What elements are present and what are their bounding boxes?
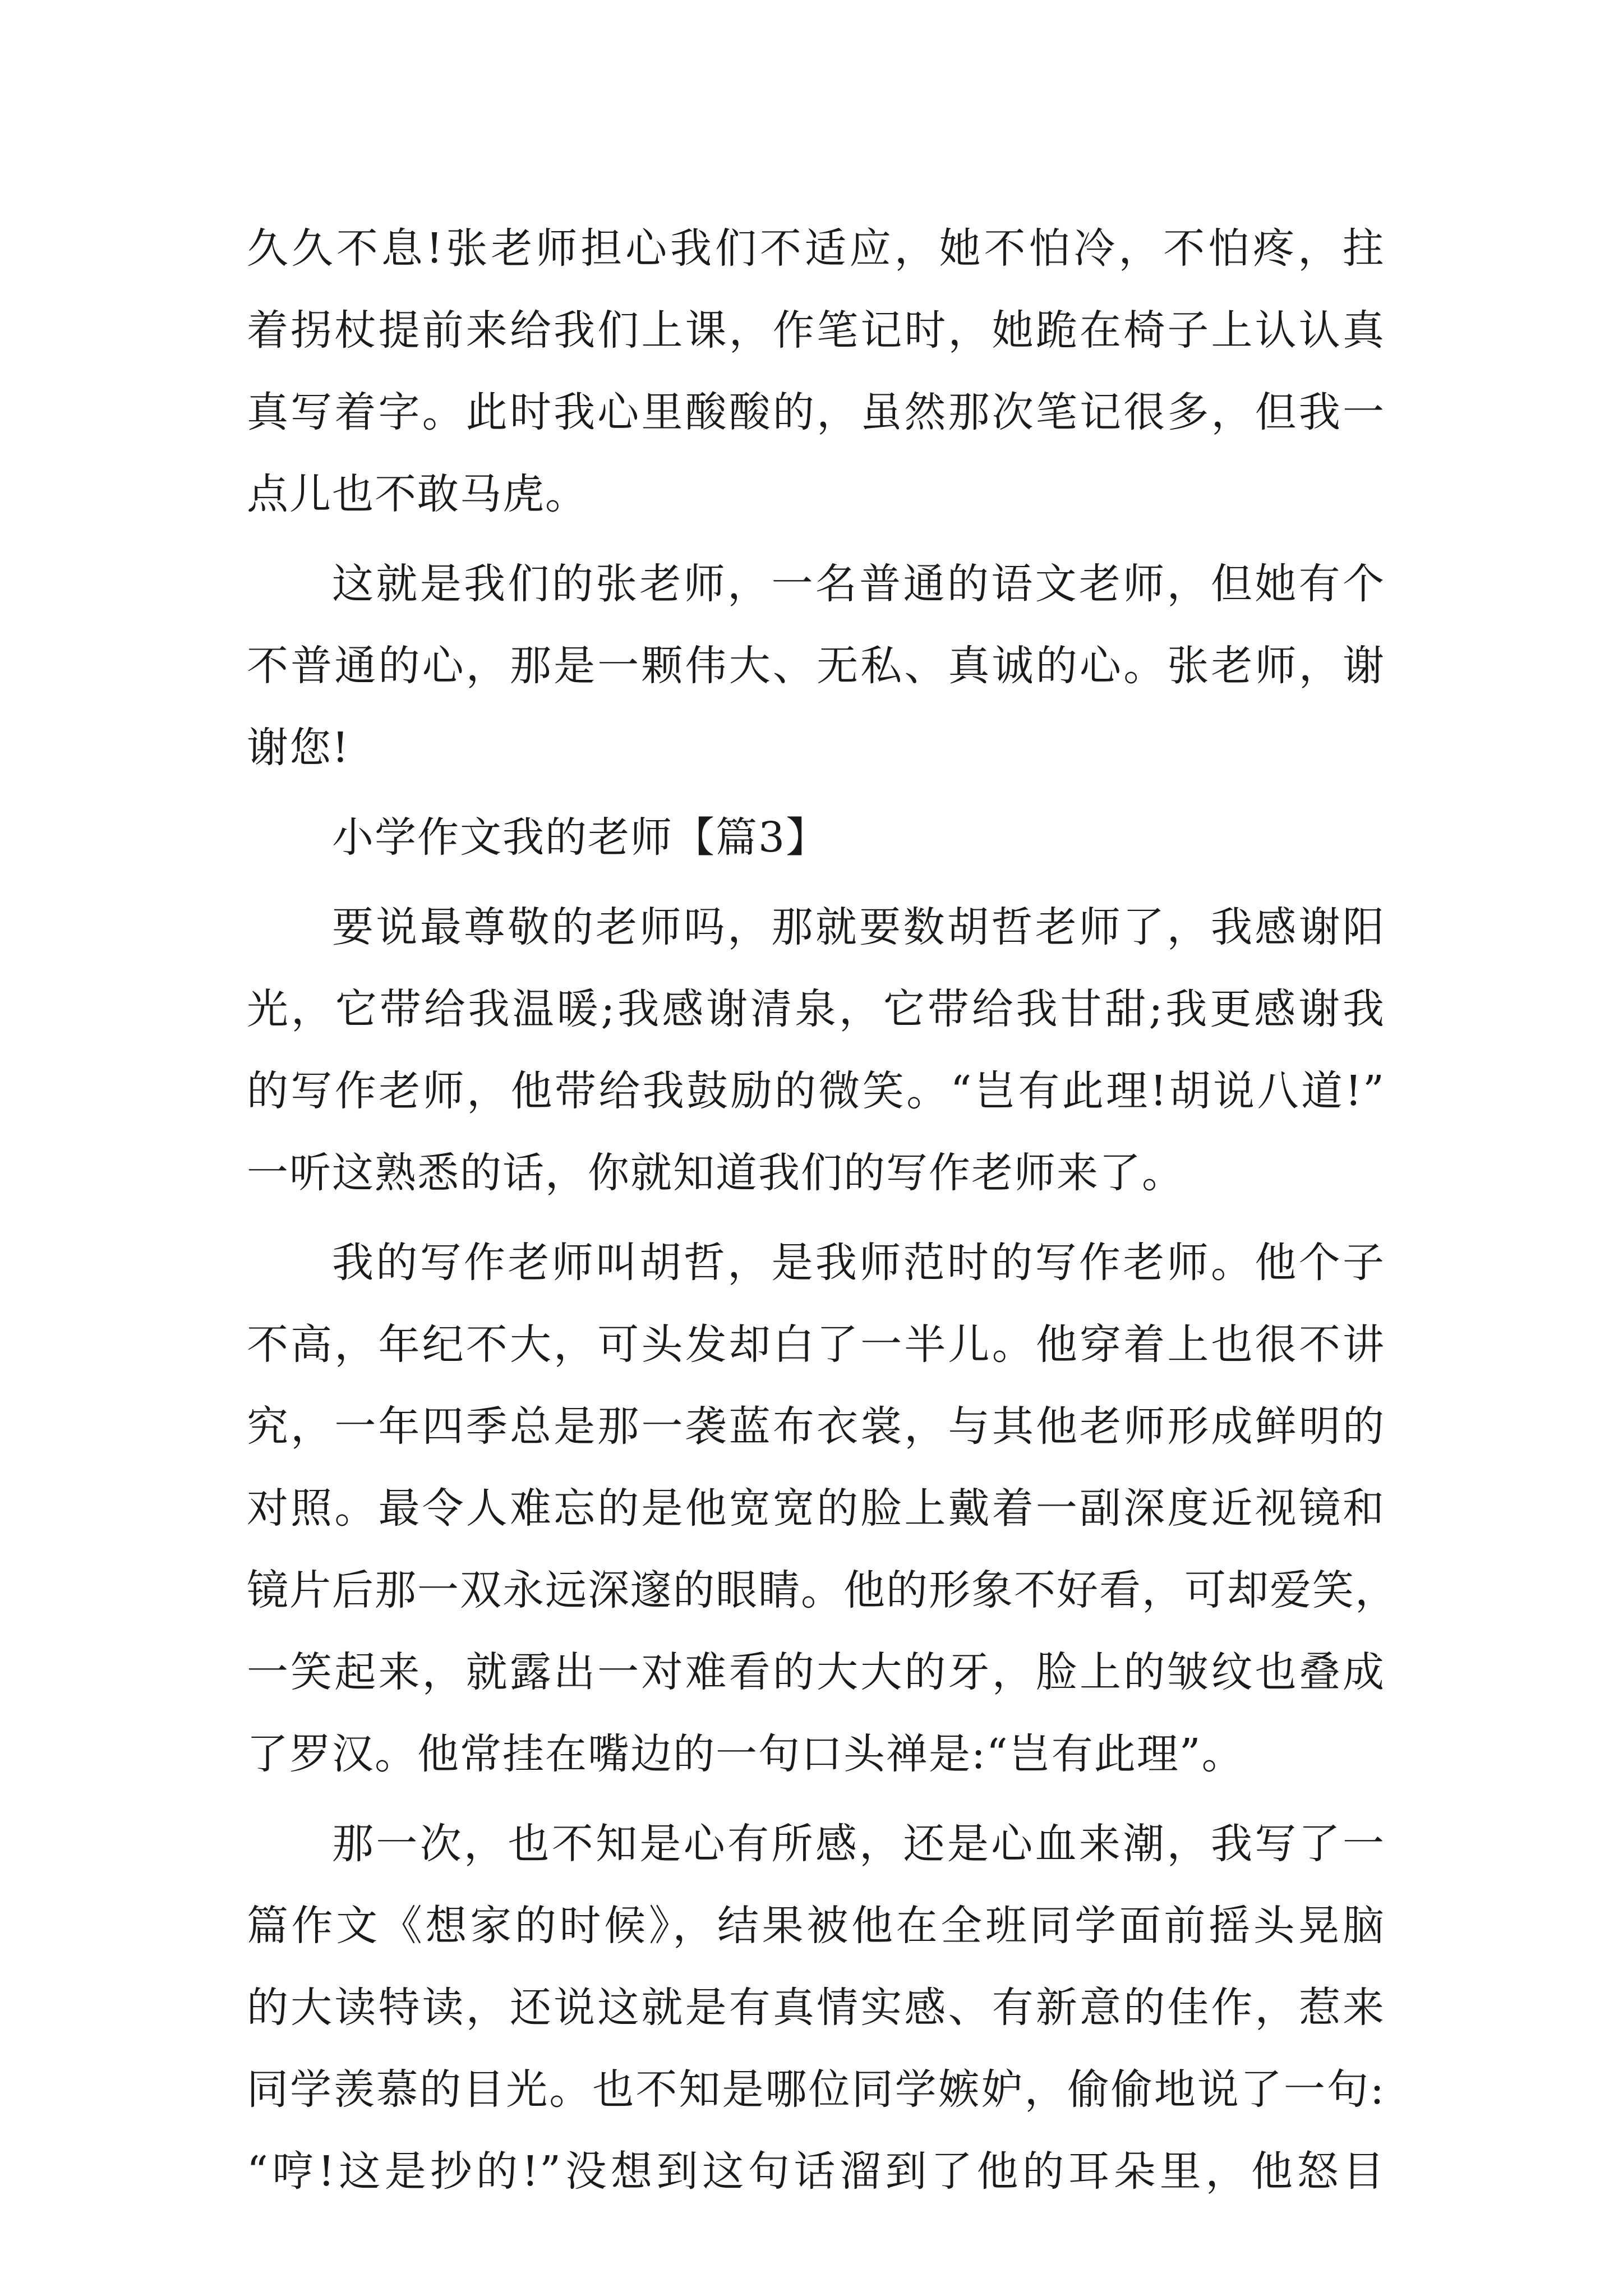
- text-line: 一笑起来，就露出一对难看的大大的牙，脸上的皱纹也叠成: [247, 1648, 1385, 1696]
- text-line: 一听这熟悉的话，你就知道我们的写作老师来了。: [247, 1149, 1184, 1197]
- text-line: 真写着字。此时我心里酸酸的，虽然那次笔记很多，但我一: [247, 388, 1385, 436]
- text-line: 谢您!: [247, 724, 350, 772]
- text-line: 究，一年四季总是那一袭蓝布衣裳，与其他老师形成鲜明的: [247, 1402, 1385, 1451]
- text-line: 的写作老师，他带给我鼓励的微笑。“岂有此理!胡说八道!”: [247, 1067, 1385, 1115]
- paragraph: [247, 1803, 1385, 2212]
- text-line: 同学羡慕的目光。也不知是哪位同学嫉妒，偷偷地说了一句:: [247, 2065, 1385, 2114]
- text-line: 这就是我们的张老师，一名普通的语文老师，但她有个: [332, 560, 1385, 608]
- text-line: 篇作文《想家的时候》，结果被他在全班同学面前摇头晃脑: [247, 1902, 1385, 1950]
- text-line: 那一次，也不知是心有所感，还是心血来潮，我写了一: [332, 1820, 1385, 1868]
- text-line: 久久不息!张老师担心我们不适应，她不怕冷，不怕疼，拄: [247, 224, 1385, 273]
- text-line: “哼!这是抄的!”没想到这句话溜到了他的耳朵里，他怒目: [247, 2147, 1385, 2196]
- text-line: 我的写作老师叫胡哲，是我师范时的写作老师。他个子: [332, 1239, 1385, 1287]
- heading-text: 小学作文我的老师【篇3】: [332, 813, 829, 862]
- text-line: 不高，年纪不大，可头发却白了一半儿。他穿着上也很不讲: [247, 1320, 1385, 1369]
- document-body: [247, 208, 1398, 2212]
- text-line: 着拐杖提前来给我们上课，作笔记时，她跪在椅子上认认真: [247, 306, 1385, 355]
- paragraph: [247, 543, 1385, 789]
- text-line: 的大读特读，还说这就是有真情实感、有新意的佳作，惹来: [247, 1984, 1385, 2032]
- text-line: 对照。最令人难忘的是他宽宽的脸上戴着一副深度近视镜和: [247, 1484, 1385, 1533]
- text-line: 不普通的心，那是一颗伟大、无私、真诚的心。张老师，谢: [247, 642, 1385, 690]
- paragraph: [247, 208, 1385, 535]
- paragraph: [247, 886, 1385, 1214]
- text-line: 镜片后那一双永远深邃的眼睛。他的形象不好看，可却爱笑，: [247, 1566, 1398, 1614]
- text-line: 了罗汉。他常挂在嘴边的一句口头禅是:“岂有此理”。: [247, 1730, 1244, 1778]
- paragraph: [247, 1222, 1398, 1795]
- section-heading: [247, 797, 1385, 878]
- text-line: 光，它带给我温暖;我感谢清泉，它带给我甘甜;我更感谢我: [247, 985, 1385, 1033]
- text-line: 点儿也不敢马虎。: [247, 470, 588, 518]
- text-line: 要说最尊敬的老师吗，那就要数胡哲老师了，我感谢阳: [332, 903, 1385, 951]
